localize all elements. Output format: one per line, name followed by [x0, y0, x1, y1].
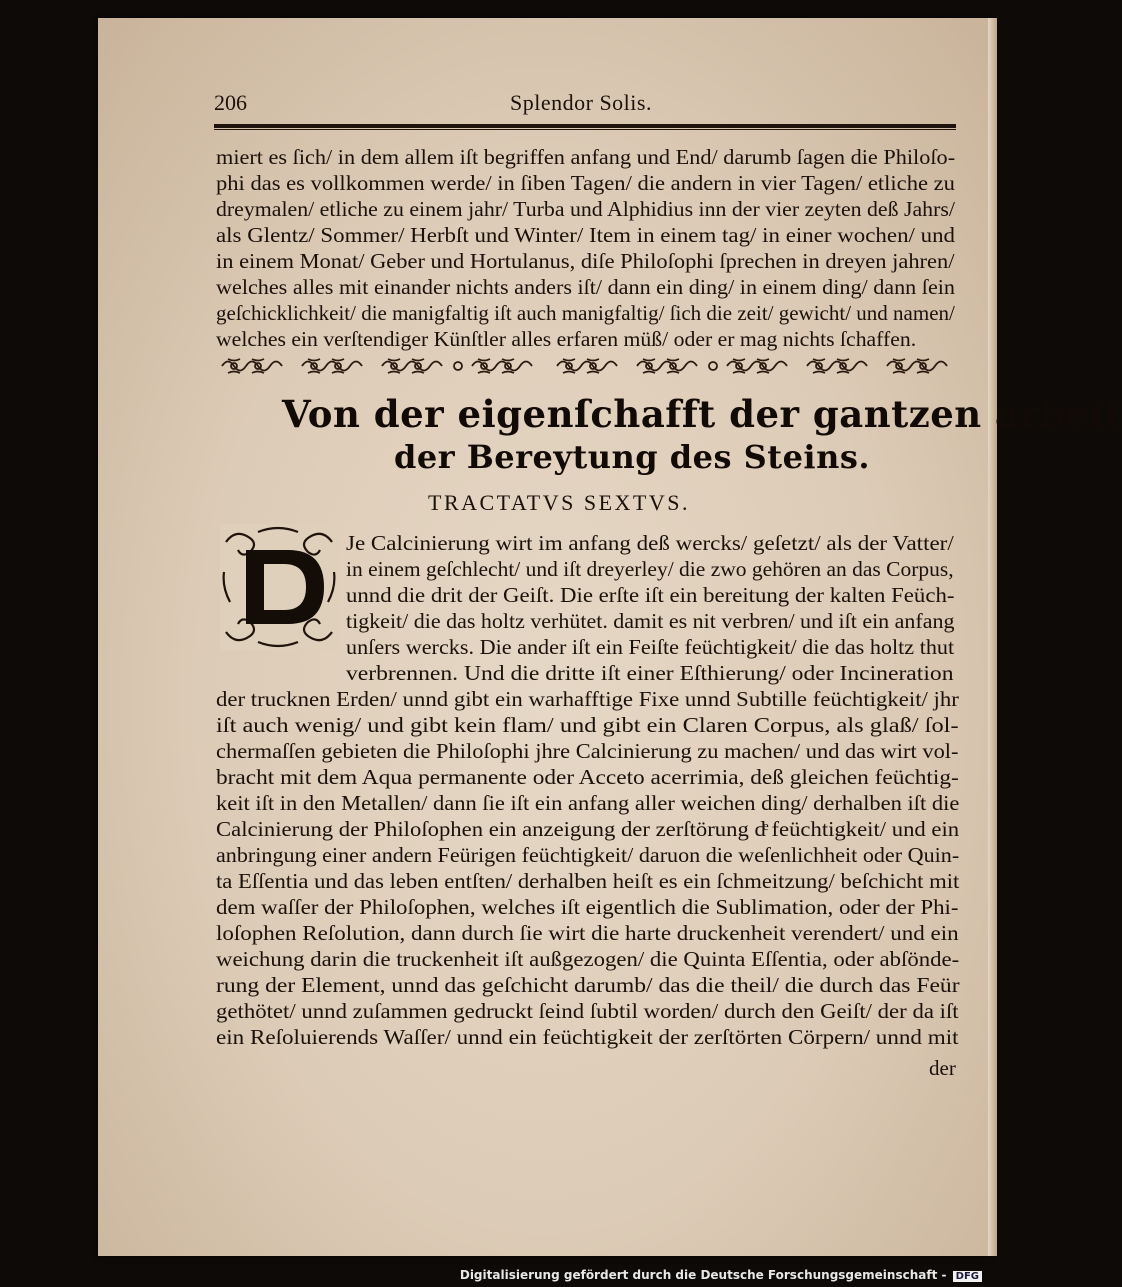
text-line: Je Calcinierung wirt im anfang deß wercks/ geſetzt/ als der Vatter/ — [346, 531, 954, 555]
text-line: verbrennen. Und die dritte iſt einer Eſthierung/ oder Incineration — [346, 661, 954, 685]
text-line: in einem geſchlecht/ und iſt dreyerley/ die zwo gehören an das Corpus, — [346, 557, 954, 581]
text-line: chermaſſen gebieten die Philoſophi jhre Calcinierung zu machen/ und das wirt vol- — [216, 739, 959, 763]
text-line: ein Reſoluierends Waſſer/ unnd ein feüchtigkeit der zerſtörten Cörpern/ unnd mit — [216, 1025, 959, 1049]
text-line: loſophen Reſolution, dann durch ſie wirt die harte druckenheit verendert/ und ein — [216, 921, 959, 945]
text-line: geſchicklichkeit/ die manigfaltig iſt auch manigfaltig/ ſich die zeit/ gewicht/ und namen/ — [216, 301, 955, 325]
header-rule — [214, 124, 956, 128]
text-line: dem waſſer der Philoſophen, welches iſt eigentlich die Sublimation, oder der Phi- — [216, 895, 959, 919]
header-rule-thin — [214, 129, 956, 130]
text-line: dreymalen/ etliche zu einem jahr/ Turba und Alphidius inn der vier zeyten deß Jahrs/ — [216, 197, 955, 221]
decorated-initial-letter — [218, 522, 340, 652]
ornament-band — [218, 355, 953, 377]
text-line: unnd die drit der Geiſt. Die erſte iſt ein bereitung der kalten Feüch- — [346, 583, 955, 607]
text-line: als Glentz/ Sommer/ Herbſt und Winter/ Item in einem tag/ in einer wochen/ und — [216, 223, 956, 247]
page-number: 206 — [214, 90, 247, 115]
text-line: weichung darin die truckenheit iſt außgezogen/ die Quinta Eſſentia, oder abſönde- — [216, 947, 960, 971]
chapter-heading-line-1: Von der eigenſchafft der gantzen arbeit — [282, 392, 1122, 436]
initial-glyph: D — [265, 575, 293, 610]
text-line: gethötet/ unnd zuſammen gedruckt ſeind ſubtil worden/ durch den Geiſt/ der da iſt — [216, 999, 959, 1023]
text-line: welches alles mit einander nichts anders iſt/ dann ein ding/ in einem ding/ dann ſein — [216, 275, 955, 299]
text-line: rung der Element, unnd das geſchicht darumb/ das die theil/ die durch das Feür — [216, 973, 960, 997]
tractatus-title: TRACTATVS SEXTVS. — [428, 490, 690, 515]
text-line: welches ein verſtendiger Künſtler alles erfaren müß/ oder er mag nichts ſchaffen. — [216, 327, 917, 351]
text-line: der trucknen Erden/ unnd gibt ein warhafftige Fixe unnd Subtille feüchtigkeit/ jhr — [216, 687, 959, 711]
text-line: miert es ſich/ in dem allem iſt begriffen anfang und End/ darumb ſagen die Philoſo- — [216, 145, 956, 169]
text-line: Calcinierung der Philoſophen ein anzeigung der zerſtörung dͤ feüchtigkeit/ und ein — [216, 817, 960, 841]
text-line: ta Eſſentia und das leben entſten/ derhalben heiſt es ein ſchmeitzung/ beſchicht mit — [216, 869, 960, 893]
footer-text: Digitalisierung gefördert durch die Deutsche Forschungsgemeinschaft - — [459, 1268, 947, 1282]
text-line: keit iſt in den Metallen/ dann ſie iſt ein anfang aller weichen ding/ derhalben iſt die — [216, 791, 960, 815]
text-line: in einem Monat/ Geber und Hortulanus, diſe Philoſophi ſprechen in dreyen jahren/ — [216, 249, 955, 273]
digitization-footer — [460, 1268, 982, 1282]
text-line: tigkeit/ die das holtz verhütet. damit es nit verbren/ und iſt ein anfang — [346, 609, 955, 633]
page-edge — [988, 18, 997, 1256]
text-line: phi das es vollkommen werde/ in ſiben Tagen/ die andern in vier Tagen/ etliche zu — [216, 171, 955, 195]
text-line: iſt auch wenig/ und gibt kein flam/ und gibt ein Claren Corpus, als glaß/ ſol- — [216, 713, 959, 737]
text-line: anbringung einer andern Feürigen feüchtigkeit/ daruon die weſenlichheit oder Quin- — [216, 843, 960, 867]
text-line: unſers wercks. Die ander iſt ein Feiſte feüchtigkeit/ die das holtz thut — [346, 635, 955, 659]
chapter-heading-line-2: der Bereytung des Steins. — [394, 438, 870, 476]
catchword: der — [929, 1056, 956, 1080]
running-title: Splendor Solis. — [510, 90, 652, 115]
text-line: bracht mit dem Aqua permanente oder Acceto acerrimia, deß gleichen feüchtig- — [216, 765, 959, 789]
page-header — [214, 90, 954, 120]
dfg-logo: DFG — [953, 1271, 982, 1282]
